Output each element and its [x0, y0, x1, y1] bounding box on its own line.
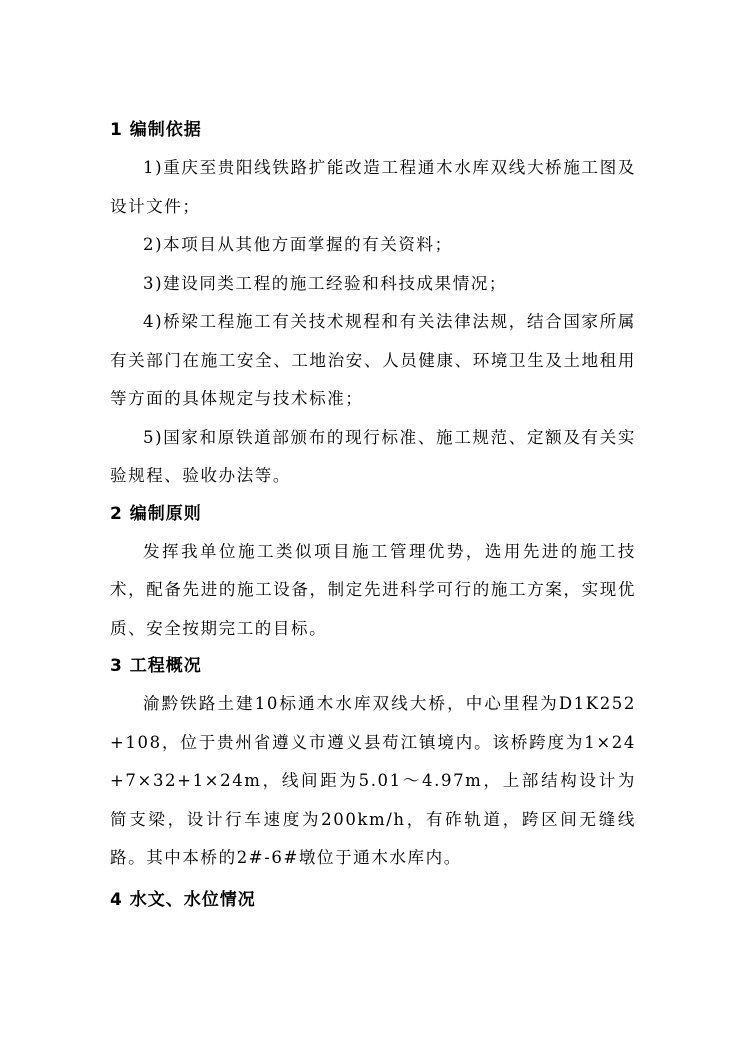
paragraph-1-3: 3)建设同类工程的施工经验和科技成果情况；: [143, 273, 508, 293]
section-heading-1: 1 编制依据: [110, 120, 202, 140]
document-page: [110, 112, 636, 919]
section-heading-4: 4 水文、水位情况: [110, 889, 256, 910]
section-heading-2: 2 编制原则: [110, 503, 202, 524]
paragraph-1-1: 1)重庆至贵阳线铁路扩能改造工程通木水库双线大桥施工图及设计文件；: [110, 158, 636, 216]
section-heading-3: 3 工程概况: [110, 656, 202, 676]
paragraph-3-1: 渝黔铁路土建10标通木水库双线大桥，中心里程为D1K252+108，位于贵州省遵义市遵义县苟江镇境内。该桥跨度为1×24+7×32+1×24m，线间距为5.01～4.97m，上部结构设计为简支梁，设计行车速度为200km/h，有砟轨道，跨区间无缝线路。其中本桥的2#-6#墩位于通木水库内。: [110, 694, 636, 867]
paragraph-1-2: 2)本项目从其他方面掌握的有关资料；: [143, 235, 453, 254]
paragraph-1-5: 5)国家和原铁道部颁布的现行标准、施工规范、定额及有关实验规程、验收办法等。: [110, 427, 636, 485]
paragraph-1-4: 4)桥梁工程施工有关技术规程和有关法律法规，结合国家所属有关部门在施工安全、工地治安、人员健康、环境卫生及土地租用等方面的具体规定与技术标准；: [110, 312, 636, 408]
paragraph-2-1: 发挥我单位施工类似项目施工管理优势，选用先进的施工技术，配备先进的施工设备，制定先进科学可行的施工方案，实现优质、安全按期完工的目标。: [110, 541, 636, 638]
